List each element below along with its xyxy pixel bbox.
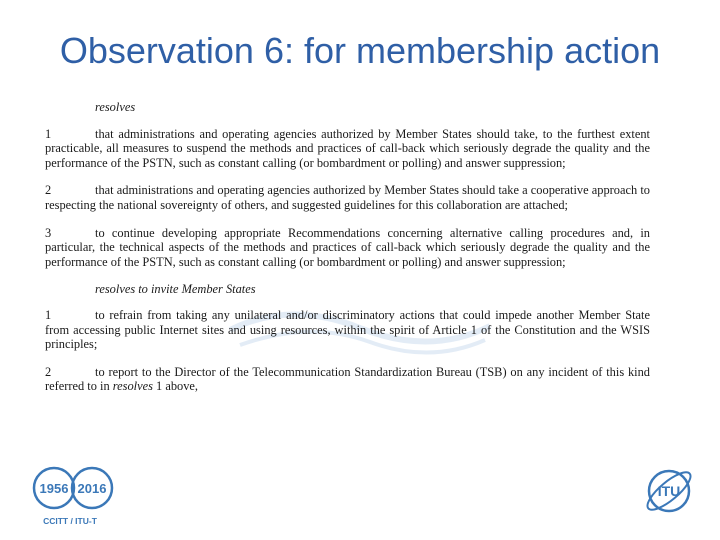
item-text: to report to the Director of the Telecommunication Standardization Bureau (TSB) on any incident of this kind referred to in	[45, 364, 650, 394]
logo-year-right: 2016	[77, 481, 107, 496]
item-number: 1	[45, 307, 52, 322]
resolves-item-3	[45, 226, 650, 270]
item-text: to continue developing appropriate Recommendations concerning alternative calling procedures and, in particular, the technical aspects of the methods and practices of call-back which seriously degrade the quality and the performance of the PSTN, such as constant calling (or bombardment or polling) and answer suppression;	[45, 225, 650, 269]
item-number: 2	[45, 364, 52, 379]
resolves-item-2	[45, 183, 650, 212]
invite-heading: resolves to invite Member States	[95, 282, 256, 297]
item-text: to refrain from taking any unilateral and/or discriminatory actions that could impede another Member State from accessing public Internet sites and using resources, within the spirit of Article 1 of the Constitution and the WSIS principles;	[45, 307, 650, 352]
invite-item-1	[45, 308, 650, 352]
invite-item-2	[45, 365, 650, 394]
itu-text: ITU	[657, 483, 681, 499]
resolves-heading: resolves	[95, 100, 136, 114]
resolution-text	[45, 100, 650, 407]
item-text-italic: resolves	[112, 379, 153, 394]
item-number: 2	[45, 183, 52, 198]
logo-year-left: 1956	[39, 481, 69, 496]
item-text: 1 above,	[152, 379, 199, 394]
item-number: 1	[45, 126, 52, 141]
logo-caption: CCITT / ITU-T	[43, 516, 97, 526]
item-text: that administrations and operating agencies authorized by Member States should take, to the furthest extent practicable, all measures to suspend the methods and practices of call-back which seriously degrade the quality and the performance of the PSTN, such as constant calling (or bombardment or polling) and answer suppression;	[45, 126, 650, 170]
itu-logo	[640, 462, 698, 520]
slide-title: Observation 6: for membership action	[59, 30, 661, 71]
item-number: 3	[45, 225, 52, 240]
anniversary-logo	[30, 458, 120, 528]
resolves-item-1	[45, 127, 650, 171]
item-text: that administrations and operating agencies authorized by Member States should take a cooperative approach to respecting the national sovereignty of others, and suggested guidelines for this collaboration are attached;	[45, 183, 650, 212]
